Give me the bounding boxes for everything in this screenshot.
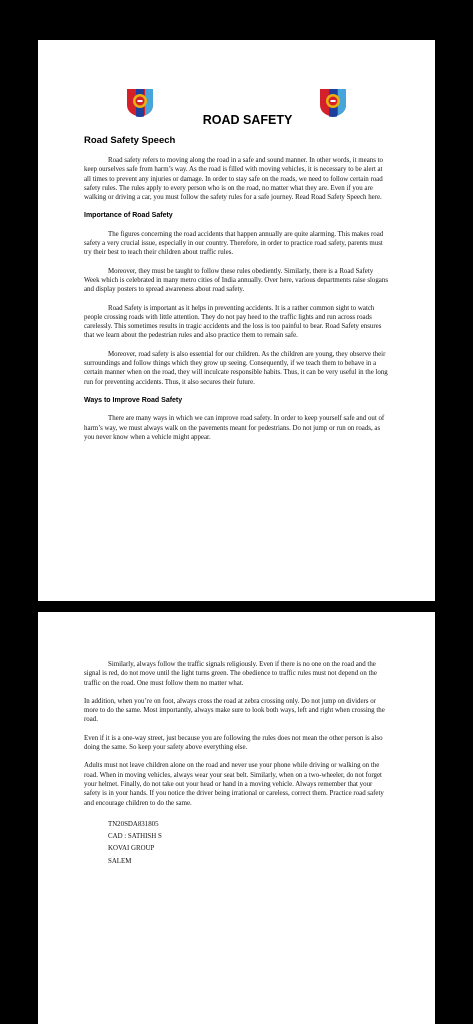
importance-heading: Importance of Road Safety [84, 212, 173, 220]
one-way-street-paragraph: Even if it is a one-way street, just because you are following the rules does not mean the other person is also doing the same. So keep your safety above everything else. [84, 734, 383, 752]
traffic-signal-paragraph: Similarly, always follow the traffic signals religiously. Even if there is no one on the road and the signal is red, do not move until the light turns green. The obedience to traffic rules must not depend on the traffic on the road. One must follow them no matter what. [84, 661, 377, 687]
signature-block [108, 820, 388, 866]
ways-paragraph-1: There are many ways in which we can improve road safety. In order to keep yourself safe and out of harm’s way, we must always walk on the pavements meant for pedestrians. Do not jump or run on roads, as you never know when a vehicle might appear. [84, 415, 385, 441]
zebra-crossing-paragraph: In addition, when you’re on foot, always cross the road at zebra crossing only. Do not jump on dividers or more to do the same. Most importantly, always make sure to look both ways, left and right when crossing the road. [84, 697, 385, 724]
importance-paragraph-3: Road Safety is important as it helps in preventing accidents. It is a rather common sight to watch people crossing roads with little attention. They do not pay heed to the traffic lights and run across roads carelessly. This sometimes results in tragic accidents and the loss is too painful to bear. Road Safety ensures that we learn about the pedestrian rules and also practice them to remain safe. [84, 304, 382, 340]
importance-paragraph-1: The figures concerning the road accidents that happen annually are quite alarming. This makes road safety a very crucial issue, especially in our country. Therefore, in order to practice road safety, parents must try their best to teach their children about traffic rules. [84, 230, 384, 257]
importance-paragraph-2: Moreover, they must be taught to follow these rules obediently. Similarly, there is a Road Safety Week which is celebrated in many metro cities of India annually. Over here, various departments raise slogans and display posters to spread awareness about road safety. [84, 267, 388, 294]
ways-heading: Ways to Improve Road Safety [84, 396, 183, 404]
page-1-content [84, 156, 388, 451]
document-page-2 [38, 612, 435, 1024]
page-2-content [84, 660, 388, 869]
document-title: ROAD SAFETY [202, 113, 293, 127]
signature-place: SALEM [108, 857, 132, 865]
signature-name: CAD : SATHISH S [108, 833, 162, 841]
signature-id: TN20SDA831805 [108, 820, 159, 828]
document-page-1 [38, 40, 435, 601]
intro-paragraph: Road safety refers to moving along the road in a safe and sound manner. In other words, it means to keep ourselves safe from harm’s way. As the road is filled with moving vehicles, it is necessary to be alert at all times to prevent any injuries or damage. In order to stay safe on the roads, we need to follow certain road safety rules. The rules apply to every person who is on the road, no matter what they are. Even if you are walking or driving a car, you must follow the safety rules for a safe journey. Read Road Safety Speech here. [84, 157, 383, 202]
speech-heading: Road Safety Speech [84, 135, 176, 146]
signature-group: KOVAI GROUP [108, 845, 155, 853]
adults-children-paragraph: Adults must not leave children alone on the road and never use your phone while driving or walking on the road. When in moving vehicles, always wear your seat belt. Similarly, when on a two-wheeler, do not forget your helmet. Finally, do not take out your head or hand in a moving vehicle. Always remember that your safety is in your hands. If you notice the driver being irrational or careless, correct them. Practice road safety and encourage children to do the same. [84, 762, 384, 807]
importance-paragraph-4: Moreover, road safety is also essential for our children. As the children are young, they observe their surroundings and follow things which they grow up seeing. Consequently, if we teach them to behave in a certain manner when on the road, they will inculcate responsible habits. Thus, it can be very useful in the long run for preventing accidents. Thus, it also secures their future. [84, 350, 388, 386]
